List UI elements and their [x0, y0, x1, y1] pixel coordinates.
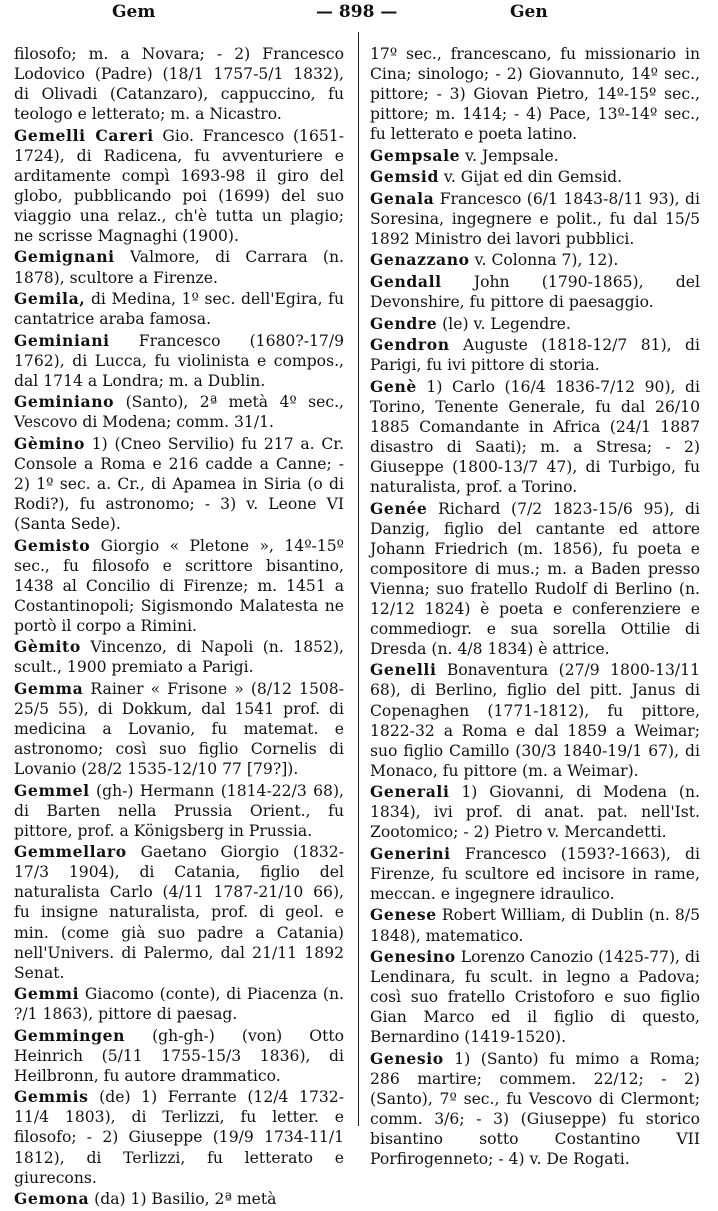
entry-headword: Gendre [370, 313, 438, 333]
entry-headword: Gemmellaro [14, 842, 127, 862]
entry-headword: Geminiani [14, 330, 110, 350]
entry-headword: Gemma [14, 678, 84, 698]
dictionary-entry [14, 1026, 344, 1086]
dictionary-entry [370, 782, 700, 842]
dictionary-entry [14, 289, 344, 329]
dictionary-entry [14, 44, 344, 124]
entry-text: Gio. Francesco (1651-1724), di Radicena, fu avventuriere e arditamente compì 1693-98 il giro del globo, pubblicando poi (1699) del suo viaggio una relaz., ch'è tutta un plagio; ne scrisse Magnaghi (1900). [14, 126, 344, 245]
entry-text: 1) (Cneo Servilio) fu 217 a. Cr. Console a Roma e 216 cadde a Canne; - 2) 1º sec. a. Cr., di Apamea in Siria (o di Rodi?), fu astronomo; - 3) v. Leone VI (Santa Sede). [14, 434, 344, 534]
left-column [14, 44, 344, 1211]
right-column [370, 44, 700, 1171]
entry-headword: Gemmi [14, 984, 80, 1004]
dictionary-entry [14, 1087, 344, 1187]
entry-headword: Genée [370, 498, 428, 518]
dictionary-entry [370, 146, 700, 166]
entry-text: 1) (Santo) fu mimo a Roma; 286 martire; commem. 22/12; - 2) (Santo), 7º sec., fu Vescovo di Clermont; comm. 3/6; - 3) (Giuseppe) fu storico bisantino sotto Costantino VII Porfirogenneto; - 4) v. De Rogati. [370, 1049, 700, 1169]
entry-text: 1) Carlo (16/4 1836-7/12 90), di Torino, Tenente Generale, fu dal 26/10 1885 Comandante in Africa (24/1 1887 disastro di Saati); m. a Stresa; - 2) Giuseppe (1800-13/7 47), di Turbigo, fu naturalista, prof. a Torino. [370, 377, 700, 496]
entry-text: Giorgio « Pletone », 14º-15º sec., fu filosofo e scrittore bisantino, 1438 al Concilio di Firenze; m. 1451 a Costantinopoli; Sigismondo Malatesta ne portò il corpo a Rimini. [14, 536, 344, 635]
entry-headword: Gemignani [14, 247, 115, 267]
dictionary-entry [14, 536, 344, 636]
dictionary-entry [14, 984, 344, 1024]
dictionary-entry [370, 377, 700, 497]
entry-text: (de) 1) Ferrante (12/4 1732-11/4 1803), di Terlizzi, fu letter. e filosofo; - 2) Giuseppe (19/9 1734-11/1 1812), di Terlizzi, fu letterato e giurecons. [14, 1088, 344, 1187]
entry-text: Rainer « Frisone » (8/12 1508-25/5 55), di Dokkum, dal 1541 prof. di medicina a Lovanio, fu matemat. e astronomo; così suo figlio Cornelis di Lovanio (28/2 1535-12/10 77 [79?]). [14, 679, 344, 779]
entry-text: filosofo; m. a Novara; - 2) Francesco Lodovico (Padre) (18/1 1757-5/1 1832), di Olivadi (Catanzaro), cappuccino, fu teologo e letterato; m. a Nicastro. [14, 45, 344, 124]
entry-headword: Gèmito [14, 637, 81, 657]
page-number: — 898 — [316, 2, 398, 22]
entry-headword: Generali [370, 782, 450, 802]
entry-text: Francesco (1680?-17/9 1762), di Lucca, fu violinista e compos., dal 1714 a Londra; m. a Dublin. [14, 331, 344, 390]
entry-text: Lorenzo Canozio (1425-77), di Lendinara, fu scult. in legno a Padova; così suo fratello Cristoforo e suo figlio Gian Marco ed il figlio di questo, Bernardino (1419-1520). [370, 948, 700, 1047]
entry-text: Auguste (1818-12/7 81), di Parigi, fu ivi pittore di storia. [370, 336, 700, 375]
dictionary-entry [14, 331, 344, 391]
dictionary-entry [14, 842, 344, 982]
dictionary-entry [370, 844, 700, 904]
entry-text: di Medina, 1º sec. dell'Egira, fu cantatrice araba famosa. [14, 290, 344, 329]
entry-headword: Gendall [370, 272, 442, 292]
entry-text: Francesco (1593?-1663), di Firenze, fu scultore ed incisore in rame, meccan. e ingegnere idraulico. [370, 844, 700, 903]
dictionary-entry [370, 1049, 700, 1169]
dictionary-entry [370, 335, 700, 375]
header-right-guide-word: Gen [510, 2, 548, 22]
entry-text: Francesco (6/1 1843-8/11 93), di Soresina, ingegnere e polit., fu dal 15/5 1892 Ministro dei lavori pubblici. [370, 189, 700, 248]
entry-text: (da) 1) Basilio, 2ª metà [89, 1190, 277, 1209]
header-left-guide-word: Gem [112, 2, 156, 22]
entry-headword: Gemila, [14, 289, 86, 309]
entry-text: (gh-) Hermann (1814-22/3 68), di Barten nella Prussia Orient., fu pittore, prof. a Königsberg in Prussia. [14, 781, 344, 840]
entry-headword: Gemmel [14, 780, 90, 800]
dictionary-entry [370, 250, 700, 270]
entry-headword: Gendron [370, 335, 450, 355]
entry-text: (gh-gh-) (von) Otto Heinrich (5/11 1755-15/3 1836), di Heilbronn, fu autore drammatico. [14, 1026, 344, 1085]
page-header [0, 0, 718, 26]
dictionary-entry [14, 247, 344, 287]
entry-headword: Genelli [370, 660, 437, 680]
entry-text: Giacomo (conte), di Piacenza (n. ?/1 1863), pittore di paesag. [14, 985, 344, 1024]
entry-text: v. Colonna 7), 12). [469, 251, 619, 270]
entry-headword: Genè [370, 376, 417, 396]
entry-headword: Genala [370, 188, 435, 208]
entry-text: 1) Giovanni, di Modena (n. 1834), ivi prof. di anat. pat. nell'Ist. Zootomico; - 2) Pietro v. Mercandetti. [370, 783, 700, 842]
entry-text: v. Jempsale. [460, 146, 559, 165]
entry-headword: Gempsale [370, 145, 461, 165]
entry-headword: Genese [370, 905, 437, 925]
entry-headword: Generini [370, 843, 451, 863]
dictionary-entry [14, 637, 344, 677]
entry-text: Valmore, di Carrara (n. 1878), scultore a Firenze. [14, 248, 344, 287]
entry-headword: Genesino [370, 947, 456, 967]
entry-headword: Gemsid [370, 167, 439, 187]
entry-text: 17º sec., francescano, fu missionario in Cina; sinologo; - 2) Giovannuto, 14º sec., pittore; - 3) Giovan Pietro, 14º-15º sec., pittore; m. 1414; - 4) Pace, 13º-14º sec., fu letterato e poeta latino. [370, 45, 700, 144]
entry-headword: Genazzano [370, 250, 470, 270]
dictionary-entry [370, 314, 700, 334]
entry-text: Vincenzo, di Napoli (n. 1852), scult., 1900 premiato a Parigi. [14, 638, 344, 677]
entry-text: (le) v. Legendre. [437, 314, 571, 333]
dictionary-entry [14, 679, 344, 779]
entry-text: (Santo), 2ª metà 4º sec., Vescovo di Modena; comm. 31/1. [14, 393, 344, 432]
dictionary-entry [370, 189, 700, 249]
entry-text: Gaetano Giorgio (1832-17/3 1904), di Catania, figlio del naturalista Carlo (4/11 1787-21/10 66), fu insigne naturalista, prof. di geol. e min. (come già suo padre a Catania) nell'Univers. di Palermo, dal 21/11 1892 Senat. [14, 843, 344, 982]
entry-text: Richard (7/2 1823-15/6 95), di Danzig, figlio del cantante ed attore Johann Friedrich (m. 1856), fu poeta e compositore di mus.; m. a Baden presso Vienna; suo fratello Rudolf di Berlino (n. 12/12 1824) è poeta e conferenziere e commediogr. e sua sorella Ottilie di Dresda (n. 4/8 1834) è attrice. [370, 499, 700, 658]
entry-text: John (1790-1865), del Devonshire, fu pittore di paesaggio. [370, 273, 700, 312]
entry-text: v. Gijat ed din Gemsid. [438, 168, 623, 187]
dictionary-entry [14, 392, 344, 432]
dictionary-entry [370, 905, 700, 945]
entry-text: Bonaventura (27/9 1800-13/11 68), di Berlino, figlio del pitt. Janus di Copenaghen (1771-1812), fu pittore, 1822-32 a Roma e dal 1859 a Weimar; suo figlio Camillo (30/3 1840-19/1 67), di Monaco, fu pittore (m. a Weimar). [370, 661, 700, 780]
entry-headword: Gemona [14, 1189, 90, 1209]
entry-headword: Genesio [370, 1048, 444, 1068]
dictionary-entry [370, 167, 700, 187]
column-divider [358, 32, 359, 1126]
dictionary-entry [14, 434, 344, 534]
dictionary-entry [370, 660, 700, 780]
dictionary-entry [370, 499, 700, 659]
dictionary-entry [370, 947, 700, 1047]
entry-headword: Gemisto [14, 535, 91, 555]
entry-headword: Gemelli Careri [14, 125, 154, 145]
dictionary-entry [370, 272, 700, 312]
dictionary-entry [14, 126, 344, 246]
dictionary-entry [14, 781, 344, 841]
entry-text: Robert William, di Dublin (n. 8/5 1848), matematico. [370, 906, 700, 945]
entry-headword: Gemmingen [14, 1025, 126, 1045]
entry-headword: Gèmino [14, 433, 86, 453]
entry-headword: Geminiano [14, 392, 115, 412]
dictionary-entry [370, 44, 700, 144]
dictionary-entry [14, 1189, 344, 1209]
entry-headword: Gemmis [14, 1087, 89, 1107]
